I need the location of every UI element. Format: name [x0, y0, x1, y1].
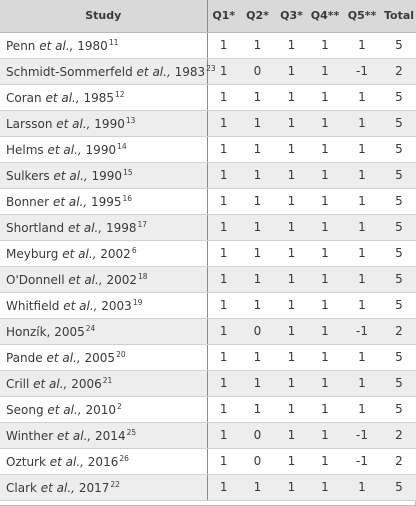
score-q1-cell: 1	[207, 58, 240, 84]
score-q4-cell: 1	[308, 292, 342, 318]
score-q2-cell: 1	[240, 396, 275, 422]
study-reference: 23	[206, 63, 216, 73]
score-q5-cell: 1	[342, 162, 382, 188]
study-year: 2014	[91, 428, 126, 443]
score-q1-cell: 1	[207, 344, 240, 370]
score-q2-cell: 0	[240, 58, 275, 84]
header-q4: Q4**	[308, 0, 342, 32]
score-q3-cell: 1	[275, 370, 308, 396]
score-q5-cell: -1	[342, 448, 382, 474]
study-cell	[0, 240, 207, 266]
score-q4-cell: 1	[308, 370, 342, 396]
score-q5-cell: -1	[342, 422, 382, 448]
score-total-cell: 2	[382, 448, 416, 474]
score-q4-cell: 1	[308, 32, 342, 58]
score-q2-cell: 1	[240, 136, 275, 162]
score-q2-cell: 0	[240, 448, 275, 474]
study-reference: 2	[116, 401, 122, 411]
score-q2-cell: 1	[240, 370, 275, 396]
score-q1-cell: 1	[207, 396, 240, 422]
score-q1-cell: 1	[207, 32, 240, 58]
study-author: Coran	[6, 90, 42, 105]
score-q4-cell: 1	[308, 136, 342, 162]
score-total-cell: 5	[382, 162, 416, 188]
score-q3-cell: 1	[275, 448, 308, 474]
score-total-cell: 5	[382, 292, 416, 318]
header-total: Total	[382, 0, 416, 32]
study-et-al: et al.,	[68, 272, 103, 287]
study-author: Bonner	[6, 194, 50, 209]
score-total-cell: 5	[382, 240, 416, 266]
score-q2-cell: 1	[240, 32, 275, 58]
study-year: 1995	[87, 194, 122, 209]
study-year: 1998	[102, 220, 137, 235]
study-year: 1990	[90, 116, 125, 131]
study-cell	[0, 84, 207, 110]
score-q3-cell: 1	[275, 110, 308, 136]
score-q4-cell: 1	[308, 84, 342, 110]
study-cell	[0, 396, 207, 422]
score-q2-cell: 1	[240, 162, 275, 188]
score-q1-cell: 1	[207, 110, 240, 136]
score-q5-cell: 1	[342, 136, 382, 162]
table-row	[0, 266, 416, 292]
study-cell	[0, 318, 207, 344]
score-q1-cell: 1	[207, 448, 240, 474]
score-total-cell: 5	[382, 32, 416, 58]
study-reference: 18	[138, 271, 148, 281]
score-q4-cell: 1	[308, 58, 342, 84]
study-cell	[0, 162, 207, 188]
study-et-al: et al.,	[40, 480, 75, 495]
study-et-al: et al.,	[136, 64, 171, 79]
score-q3-cell: 1	[275, 214, 308, 240]
study-year: 1980	[73, 38, 108, 53]
header-q1: Q1*	[207, 0, 240, 32]
score-total-cell: 5	[382, 188, 416, 214]
study-year: 1990	[87, 168, 123, 183]
study-reference: 21	[102, 375, 113, 385]
study-author: Meyburg	[6, 246, 59, 261]
study-year: 2002	[96, 246, 131, 261]
study-author: Shortland	[6, 220, 65, 235]
study-et-al: et al.,	[56, 116, 91, 131]
study-cell	[0, 422, 207, 448]
table-row	[0, 318, 416, 344]
study-author: Ozturk	[6, 454, 46, 469]
study-author: Larsson	[6, 116, 53, 131]
score-total-cell: 5	[382, 396, 416, 422]
table-row	[0, 136, 416, 162]
study-year: 2016	[83, 454, 119, 469]
study-cell	[0, 292, 207, 318]
table-row	[0, 396, 416, 422]
table-row	[0, 32, 416, 58]
table-row	[0, 474, 416, 500]
study-et-al: et al.,	[63, 298, 98, 313]
score-q5-cell: 1	[342, 344, 382, 370]
score-total-cell: 5	[382, 136, 416, 162]
header-row	[0, 0, 416, 32]
study-reference: 12	[115, 89, 125, 99]
score-q3-cell: 1	[275, 266, 308, 292]
score-q4-cell: 1	[308, 396, 342, 422]
study-reference: 6	[131, 245, 137, 255]
study-cell	[0, 474, 207, 500]
study-reference: 14	[117, 141, 127, 151]
score-q3-cell: 1	[275, 136, 308, 162]
study-cell	[0, 448, 207, 474]
score-total-cell: 2	[382, 58, 416, 84]
score-q2-cell: 1	[240, 240, 275, 266]
score-q3-cell: 1	[275, 84, 308, 110]
header-q3: Q3*	[275, 0, 308, 32]
score-q4-cell: 1	[308, 162, 342, 188]
score-q1-cell: 1	[207, 162, 240, 188]
score-q1-cell: 1	[207, 188, 240, 214]
score-q4-cell: 1	[308, 422, 342, 448]
table-row	[0, 110, 416, 136]
score-q5-cell: 1	[342, 110, 382, 136]
score-q4-cell: 1	[308, 474, 342, 500]
study-author: Honzík,	[6, 324, 51, 339]
score-q1-cell: 1	[207, 292, 240, 318]
score-q2-cell: 1	[240, 292, 275, 318]
score-q5-cell: 1	[342, 396, 382, 422]
study-author: Clark	[6, 480, 37, 495]
table-row	[0, 214, 416, 240]
score-q5-cell: 1	[342, 240, 382, 266]
score-q5-cell: -1	[342, 58, 382, 84]
study-author: Penn	[6, 38, 36, 53]
header-study: Study	[0, 0, 207, 32]
table-row	[0, 58, 416, 84]
study-et-al: et al.,	[39, 38, 74, 53]
study-reference: 19	[132, 297, 143, 307]
score-q3-cell: 1	[275, 318, 308, 344]
study-reference: 22	[110, 479, 120, 489]
header-q5: Q5**	[342, 0, 382, 32]
study-reference: 24	[85, 323, 96, 333]
score-q1-cell: 1	[207, 474, 240, 500]
study-year: 2003	[97, 298, 132, 313]
score-q2-cell: 1	[240, 344, 275, 370]
score-q4-cell: 1	[308, 266, 342, 292]
study-et-al: et al.,	[53, 168, 88, 183]
score-q1-cell: 1	[207, 136, 240, 162]
study-cell	[0, 110, 207, 136]
table-body	[0, 32, 416, 500]
study-reference: 16	[122, 193, 133, 203]
study-author: Winther	[6, 428, 54, 443]
score-q5-cell: 1	[342, 266, 382, 292]
table-row	[0, 370, 416, 396]
study-et-al: et al.,	[45, 90, 80, 105]
study-et-al: et al.,	[47, 402, 82, 417]
study-reference: 20	[116, 349, 126, 359]
score-q3-cell: 1	[275, 422, 308, 448]
score-q3-cell: 1	[275, 344, 308, 370]
score-total-cell: 5	[382, 110, 416, 136]
table-row	[0, 240, 416, 266]
score-q5-cell: 1	[342, 474, 382, 500]
study-et-al: et al.,	[52, 194, 88, 209]
study-year: 1985	[79, 90, 115, 105]
score-q1-cell: 1	[207, 370, 240, 396]
table-header	[0, 0, 416, 32]
table-row	[0, 162, 416, 188]
score-total-cell: 5	[382, 214, 416, 240]
study-et-al: et al.,	[46, 350, 81, 365]
score-total-cell: 2	[382, 318, 416, 344]
score-q5-cell: 1	[342, 188, 382, 214]
study-et-al: et al.,	[67, 220, 103, 235]
score-q1-cell: 1	[207, 266, 240, 292]
score-total-cell: 5	[382, 266, 416, 292]
score-q4-cell: 1	[308, 448, 342, 474]
table-row	[0, 188, 416, 214]
score-total-cell: 5	[382, 474, 416, 500]
score-q1-cell: 1	[207, 214, 240, 240]
study-year: 2017	[75, 480, 110, 495]
study-cell	[0, 214, 207, 240]
score-q3-cell: 1	[275, 396, 308, 422]
score-q2-cell: 1	[240, 214, 275, 240]
study-et-al: et al.,	[47, 142, 82, 157]
score-q5-cell: 1	[342, 292, 382, 318]
study-author: Seong	[6, 402, 44, 417]
study-reference: 15	[123, 167, 133, 177]
score-q3-cell: 1	[275, 162, 308, 188]
study-cell	[0, 58, 216, 84]
score-q3-cell: 1	[275, 292, 308, 318]
study-reference: 13	[125, 115, 136, 125]
score-q5-cell: -1	[342, 318, 382, 344]
study-year: 2006	[67, 376, 102, 391]
study-et-al: et al.,	[62, 246, 97, 261]
study-year: 2010	[81, 402, 116, 417]
study-cell	[0, 266, 207, 292]
study-cell	[0, 370, 207, 396]
study-year: 2005	[80, 350, 116, 365]
score-q1-cell: 1	[207, 318, 240, 344]
study-year: 2002	[102, 272, 137, 287]
score-q2-cell: 1	[240, 110, 275, 136]
table-row	[0, 84, 416, 110]
study-cell	[0, 344, 207, 370]
score-q3-cell: 1	[275, 188, 308, 214]
score-q3-cell: 1	[275, 32, 308, 58]
score-q4-cell: 1	[308, 110, 342, 136]
table-row	[0, 344, 416, 370]
score-q4-cell: 1	[308, 188, 342, 214]
score-q1-cell: 1	[207, 422, 240, 448]
score-total-cell: 5	[382, 370, 416, 396]
study-et-al: et al.,	[57, 428, 92, 443]
score-q2-cell: 1	[240, 84, 275, 110]
score-q3-cell: 1	[275, 240, 308, 266]
study-et-al: et al.,	[49, 454, 84, 469]
study-et-al: et al.,	[33, 376, 68, 391]
table-row	[0, 292, 416, 318]
score-q2-cell: 0	[240, 422, 275, 448]
score-q2-cell: 1	[240, 474, 275, 500]
study-author: Schmidt-Sommerfeld	[6, 64, 133, 79]
study-author: Helms	[6, 142, 44, 157]
header-q2: Q2*	[240, 0, 275, 32]
score-q5-cell: 1	[342, 84, 382, 110]
study-year: 1983	[170, 64, 206, 79]
study-year: 2005	[50, 324, 85, 339]
score-q3-cell: 1	[275, 58, 308, 84]
score-q1-cell: 1	[207, 240, 240, 266]
score-q4-cell: 1	[308, 344, 342, 370]
score-q2-cell: 1	[240, 188, 275, 214]
score-total-cell: 5	[382, 344, 416, 370]
score-total-cell: 5	[382, 84, 416, 110]
score-q5-cell: 1	[342, 32, 382, 58]
study-cell	[0, 32, 207, 58]
study-year: 1990	[81, 142, 117, 157]
study-reference: 17	[137, 219, 148, 229]
score-q2-cell: 1	[240, 266, 275, 292]
score-q4-cell: 1	[308, 214, 342, 240]
score-q5-cell: 1	[342, 214, 382, 240]
score-q2-cell: 0	[240, 318, 275, 344]
study-author: Whitfield	[6, 298, 60, 313]
study-author: Crill	[6, 376, 30, 391]
study-reference: 25	[126, 427, 137, 437]
study-reference: 26	[119, 453, 129, 463]
score-q1-cell: 1	[207, 84, 240, 110]
study-author: O'Donnell	[6, 272, 65, 287]
score-q4-cell: 1	[308, 240, 342, 266]
study-author: Pande	[6, 350, 43, 365]
table-row	[0, 448, 416, 474]
table-row	[0, 422, 416, 448]
score-q3-cell: 1	[275, 474, 308, 500]
study-cell	[0, 188, 207, 214]
score-q5-cell: 1	[342, 370, 382, 396]
score-total-cell: 2	[382, 422, 416, 448]
score-q4-cell: 1	[308, 318, 342, 344]
study-author: Sulkers	[6, 168, 50, 183]
study-cell	[0, 136, 207, 162]
study-reference: 11	[108, 37, 119, 47]
